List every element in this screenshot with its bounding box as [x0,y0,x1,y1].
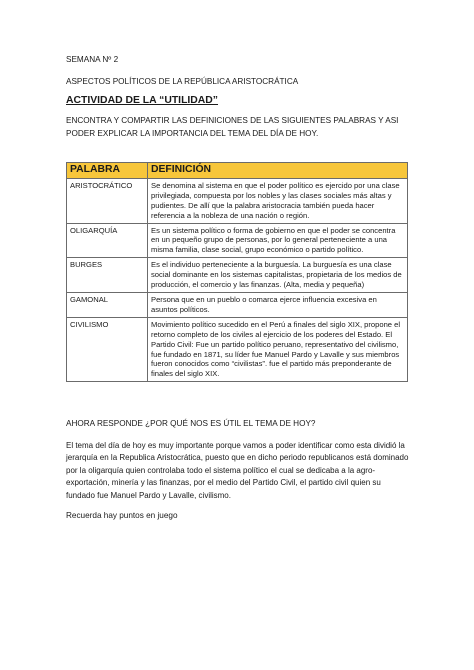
definition-cell: Movimiento político sucedido en el Perú a finales del siglo XIX, propone el retorno completo de los civiles al ejercicio de los poderes del Estado. El Partido Civil: Fue un partido político peruano, representativo del civilismo, fue fundado en 1871, su líder fue Manuel Pardo y Lavalle y sus miembros fueron conocidos como “civilistas”. fue el partido más preponderante de finales del siglo XIX. [148,317,408,381]
table-row [67,178,408,223]
definition-cell: Se denomina al sistema en que el poder político es ejercido por una clase privilegiada, compuesta por los nobles y las clases sociales más altas y pudientes. De allí que la palabra aristocracia también pueda hacer referencia a la nobleza de una nación o región. [148,178,408,223]
table-header-row [67,163,408,179]
week-label: SEMANA Nº 2 [66,55,119,64]
word-cell: BURGES [67,258,148,293]
table-row [67,223,408,258]
instructions-text: ENCONTRA Y COMPARTIR LAS DEFINICIONES DE LAS SIGUIENTES PALABRAS Y ASI PODER EXPLICAR LA IMPORTANCIA DEL TEMA DEL DÍA DE HOY. [66,116,399,138]
definition-cell: Es un sistema político o forma de gobierno en que el poder se concentra en un pequeño grupo de personas, por lo general perteneciente a una misma familia, clase social, grupo económico o partido político. [148,223,408,258]
table-row [67,258,408,293]
reminder-note: Recuerda hay puntos en juego [66,511,178,520]
definition-cell: Persona que en un pueblo o comarca ejerce influencia excesiva en asuntos políticos. [148,292,408,317]
definitions-table [66,162,408,382]
header-definition: DEFINICIÓN [148,163,408,179]
definition-cell: Es el individuo perteneciente a la burguesía. La burguesía es una clase social dominante en los sistemas capitalistas, propietaria de los medios de producción, el comercio y las finanzas. (Alta, media y pequeña) [148,258,408,293]
subject-heading: ASPECTOS POLÍTICOS DE LA REPÚBLICA ARISTOCRÁTICA [66,77,299,86]
table-row [67,292,408,317]
table-row [67,317,408,381]
answer-paragraph: El tema del día de hoy es muy importante porque vamos a poder identificar como esta dividió la jerarquía en la Republica Aristocrática, puesto que en dicho periodo republicanos está dominado por la oligarquía quien controlaba todo el sistema político el cual se dedicaba a la agro-exportación, minería y las finanzas, por el medio del Partido Civil, el partido civil quien su fundado fue Manuel Pardo y Lavalle, civilismo. [66,441,409,500]
word-cell: CIVILISMO [67,317,148,381]
activity-title: ACTIVIDAD DE LA “UTILIDAD” [66,95,219,106]
header-word: PALABRA [67,163,148,179]
word-cell: GAMONAL [67,292,148,317]
word-cell: OLIGARQUÍA [67,223,148,258]
question-heading: AHORA RESPONDE ¿POR QUÉ NOS ES ÚTIL EL TEMA DE HOY? [66,419,316,428]
word-cell: ARISTOCRÁTICO [67,178,148,223]
